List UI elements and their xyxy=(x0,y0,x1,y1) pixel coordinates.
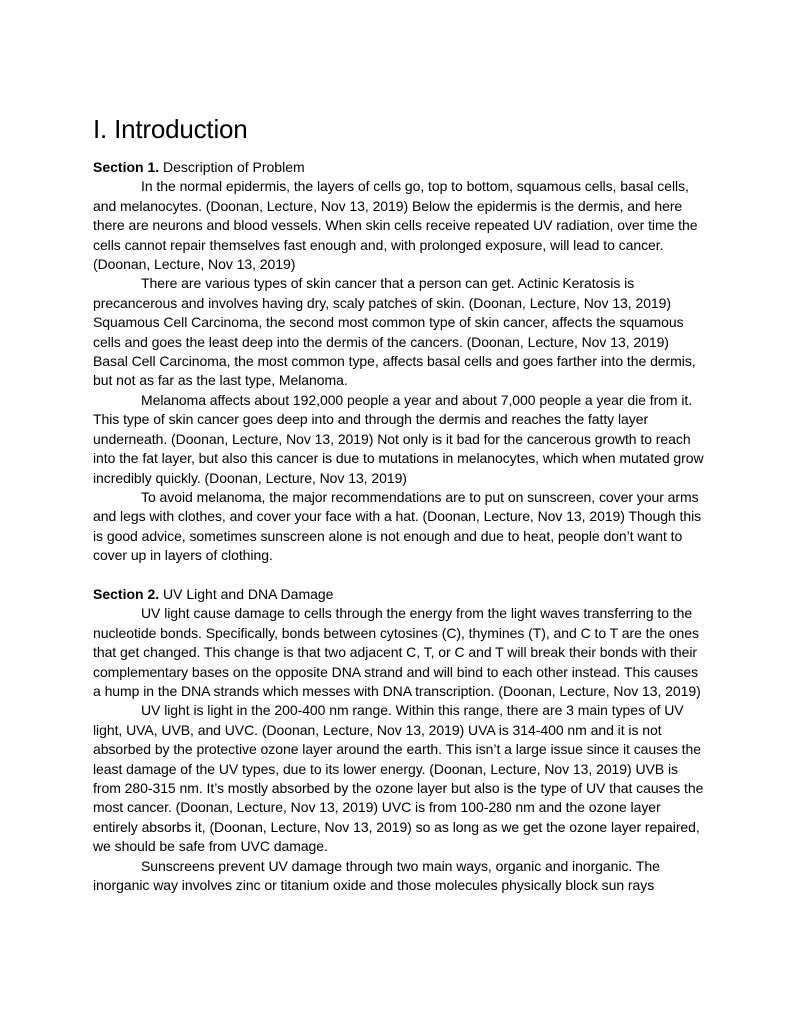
paragraph: Melanoma affects about 192,000 people a year and about 7,000 people a year die from it. This type of skin cancer goes deep into and through the dermis and reaches the fatty layer underneath. (Doonan, Lecture, Nov 13, 2019) Not only is it bad for the cancerous growth to reach into the fat layer, but also this cancer is due to mutations in melanocytes, which when mutated grow incredibly quickly. (Doonan, Lecture, Nov 13, 2019) xyxy=(93,391,704,486)
section-label: Section 2. xyxy=(93,585,160,602)
section-title: UV Light and DNA Damage xyxy=(163,585,334,602)
section-2 xyxy=(93,585,705,896)
section-heading xyxy=(93,585,705,604)
section-label: Section 1. xyxy=(93,159,160,175)
section-heading xyxy=(93,158,705,177)
paragraph: There are various types of skin cancer that a person can get. Actinic Keratosis is precancerous and involves having dry, scaly patches of skin. (Doonan, Lecture, Nov 13, 2019) Squamous Cell Carcinoma, the second most common type of skin cancer, affects the squamous cells and goes the least deep into the dermis of the cancers. (Doonan, Lecture, Nov 13, 2019) Basal Cell Carcinoma, the most common type, affects basal cells and goes farther into the dermis, but not as far as the last type, Melanoma. xyxy=(93,275,696,389)
page-title: I. Introduction xyxy=(93,114,248,144)
section-1 xyxy=(93,158,705,566)
paragraph: In the normal epidermis, the layers of cells go, top to bottom, squamous cells, basal cells, and melanocytes. (Doonan, Lecture, Nov 13, 2019) Below the epidermis is the dermis, and here there are neurons and blood vessels. When skin cells receive repeated UV radiation, over time the cells cannot repair themselves fast enough and, with prolonged exposure, will lead to cancer. (Doonan, Lecture, Nov 13, 2019) xyxy=(93,178,698,273)
document-page xyxy=(93,112,705,895)
paragraph: UV light is light in the 200-400 nm range. Within this range, there are 3 main types of UV light, UVA, UVB, and UVC. (Doonan, Lecture, Nov 13, 2019) UVA is 314-400 nm and it is not absorbed by the protective ozone layer around the earth. This isn’t a large issue since it causes the least damage of the UV types, due to its lower energy. (Doonan, Lecture, Nov 13, 2019) UVB is from 280-315 nm. It’s mostly absorbed by the ozone layer but also is the type of UV that causes the most cancer. (Doonan, Lecture, Nov 13, 2019) UVC is from 100-280 nm and the ozone layer entirely absorbs it, (Doonan, Lecture, Nov 13, 2019) so as long as we get the ozone layer repaired, we should be safe from UVC damage. xyxy=(93,702,704,855)
paragraph: Sunscreens prevent UV damage through two main ways, organic and inorganic. The inorganic way involves zinc or titanium oxide and those molecules physically block sun rays xyxy=(93,857,660,894)
section-spacer xyxy=(93,566,705,585)
paragraph: UV light cause damage to cells through the energy from the light waves transferring to the nucleotide bonds. Specifically, bonds between cytosines (C), thymines (T), and C to T are the ones that get changed. This change is that two adjacent C, T, or C and T will break their bonds with their complementary bases on the opposite DNA strand and will bind to each other instead. This causes a hump in the DNA strands which messes with DNA transcription. (Doonan, Lecture, Nov 13, 2019) xyxy=(93,605,701,699)
section-title: Description of Problem xyxy=(163,159,305,175)
paragraph: To avoid melanoma, the major recommendations are to put on sunscreen, cover your arms and legs with clothes, and cover your face with a hat. (Doonan, Lecture, Nov 13, 2019) Though this is good advice, sometimes sunscreen alone is not enough and due to heat, people don’t want to cover up in layers of clothing. xyxy=(93,488,702,564)
